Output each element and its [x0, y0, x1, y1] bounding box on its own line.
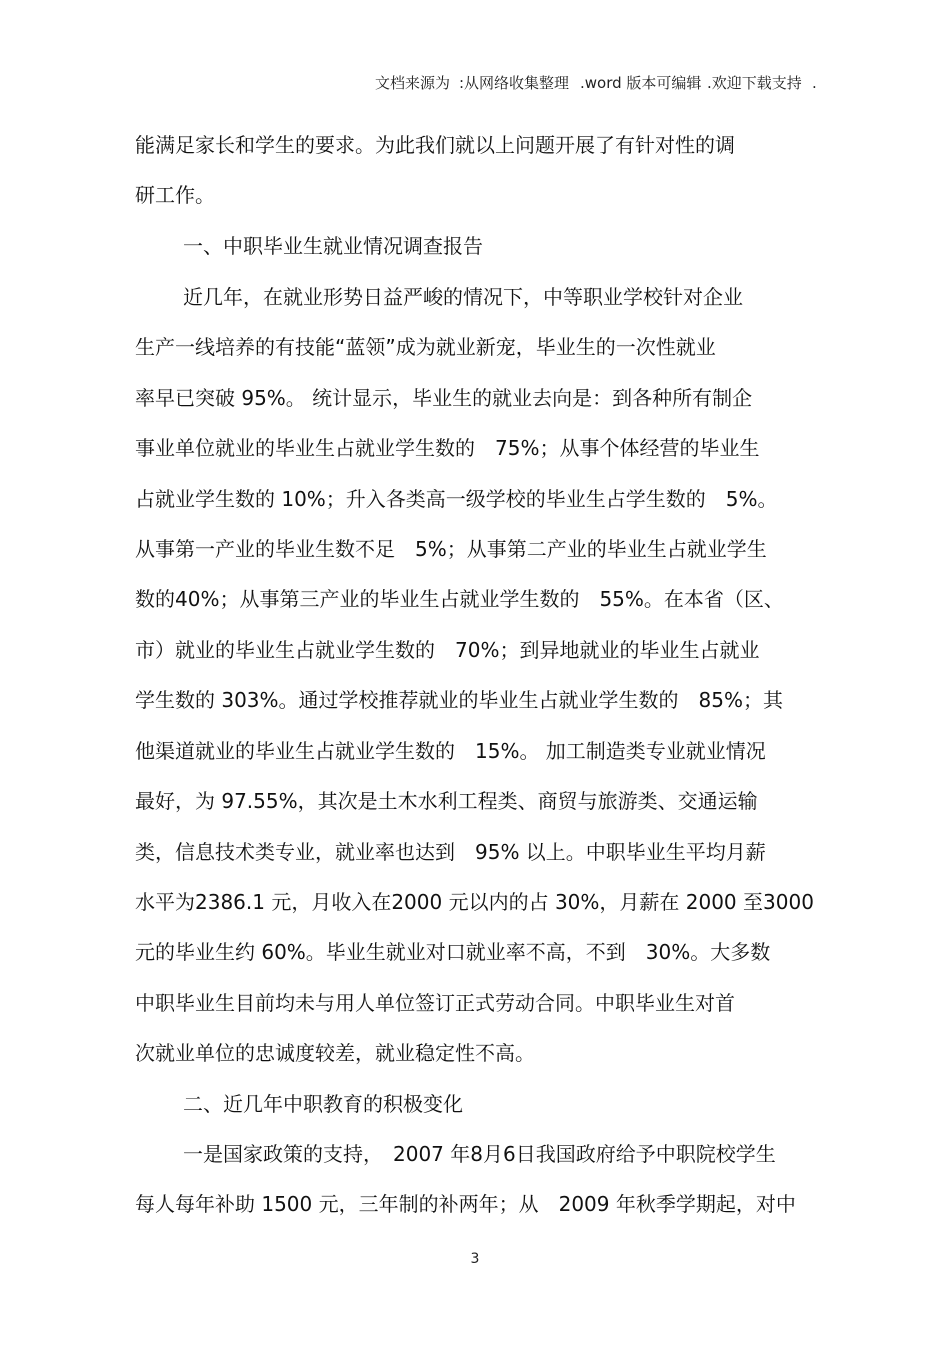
header-period: .: [812, 74, 817, 92]
text-line: 一是国家政策的支持， 2007 年8月6日我国政府给予中职院校学生: [183, 1142, 776, 1166]
text-line: 类，信息技术类专业，就业率也达到 95% 以上。中职毕业生平均月薪: [135, 840, 766, 864]
header-download-text: .欢迎下载支持: [707, 74, 802, 92]
text-line: 能满足家长和学生的要求。为此我们就以上问题开展了有针对性的调: [135, 133, 735, 157]
text-line: 从事第一产业的毕业生数不足 5%；从事第二产业的毕业生占就业学生: [135, 537, 767, 561]
text-line: 元的毕业生约 60%。毕业生就业对口就业率不高，不到 30%。大多数: [135, 940, 771, 964]
text-line: 水平为2386.1 元，月收入在2000 元以内的占 30%，月薪在 2000 至3000: [135, 890, 814, 914]
text-line: 中职毕业生目前均未与用人单位签订正式劳动合同。中职毕业生对首: [135, 991, 735, 1015]
text-line: 最好，为 97.55%，其次是土木水利工程类、商贸与旅游类、交通运输: [135, 789, 758, 813]
text-line: 他渠道就业的毕业生占就业学生数的 15%。 加工制造类专业就业情况: [135, 739, 766, 763]
header-source-label: 文档来源为: [375, 74, 451, 92]
text-line: 市）就业的毕业生占就业学生数的 70%；到异地就业的毕业生占就业: [135, 638, 760, 662]
text-line: 生产一线培养的有技能“蓝领”成为就业新宠，毕业生的一次性就业: [135, 335, 716, 359]
text-line: 率早已突破 95%。 统计显示，毕业生的就业去向是：到各种所有制企: [135, 386, 753, 410]
text-line: 学生数的 303%。通过学校推荐就业的毕业生占就业学生数的 85%；其: [135, 688, 783, 712]
text-line: 数的40%；从事第三产业的毕业生占就业学生数的 55%。在本省（区、: [135, 587, 784, 611]
text-line: 研工作。: [135, 183, 215, 207]
header-source-text: :从网络收集整理: [459, 74, 570, 92]
text-line: 近几年，在就业形势日益严峻的情况下，中等职业学校针对企业: [183, 285, 743, 309]
section-heading-1: 一、中职毕业生就业情况调查报告: [183, 234, 483, 258]
section-heading-2: 二、近几年中职教育的积极变化: [183, 1092, 463, 1116]
text-line: 次就业单位的忠诚度较差，就业稳定性不高。: [135, 1041, 535, 1065]
page-number: 3: [470, 1251, 480, 1267]
text-line: 事业单位就业的毕业生占就业学生数的 75%；从事个体经营的毕业生: [135, 436, 760, 460]
header-editable-text: .word 版本可编辑: [580, 74, 702, 92]
text-line: 占就业学生数的 10%；升入各类高一级学校的毕业生占学生数的 5%。: [135, 487, 778, 511]
text-line: 每人每年补助 1500 元，三年制的补两年；从 2009 年秋季学期起，对中: [135, 1192, 796, 1216]
